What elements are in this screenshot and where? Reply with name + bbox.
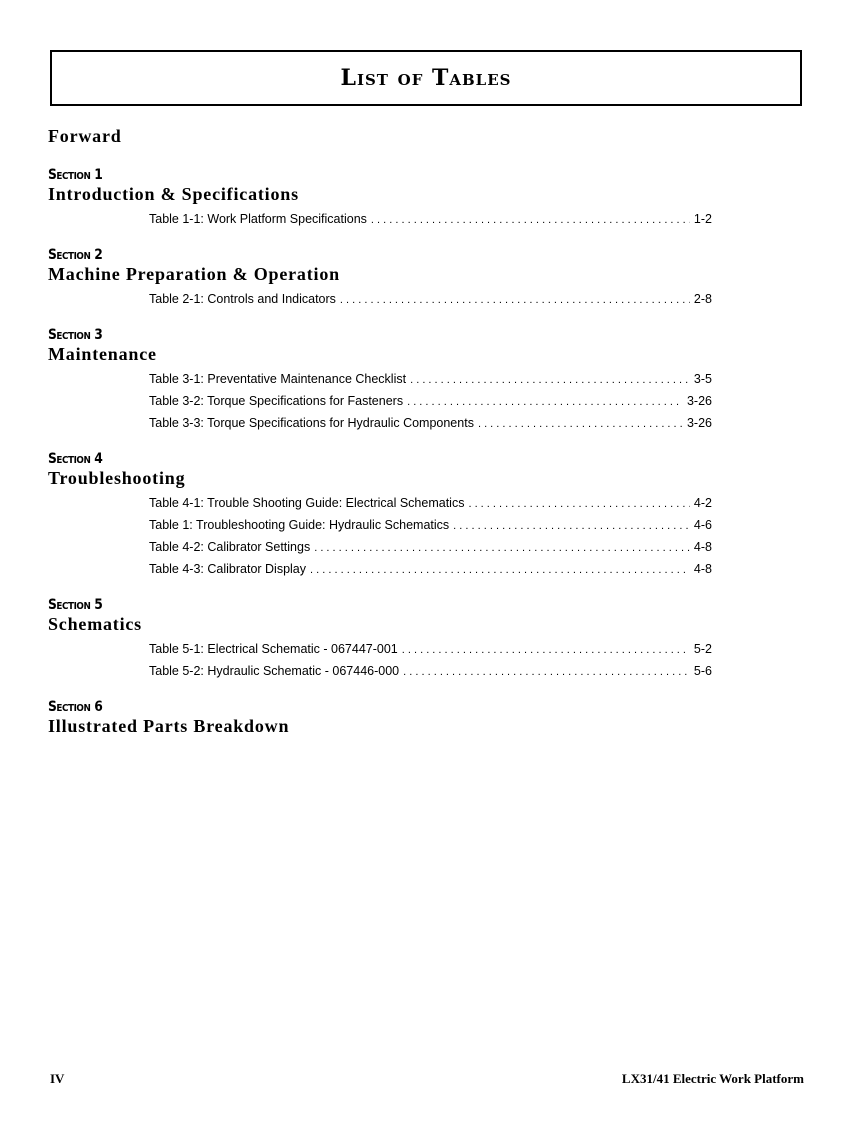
section-5 xyxy=(48,597,718,683)
toc-entry[interactable] xyxy=(149,537,712,559)
dot-leader xyxy=(340,290,690,311)
toc-entry[interactable] xyxy=(149,391,712,413)
section-title[interactable]: Troubleshooting xyxy=(48,468,186,488)
section-title[interactable]: Illustrated Parts Breakdown xyxy=(48,716,290,736)
toc-entry[interactable] xyxy=(149,413,712,435)
toc-entry[interactable] xyxy=(149,369,712,391)
section-label: Section 6 xyxy=(48,699,103,715)
entry-label: Table 3-2: Torque Specifications for Fasteners xyxy=(149,394,404,408)
dot-leader xyxy=(468,494,689,515)
page-number: IV xyxy=(50,1071,65,1086)
dot-leader xyxy=(314,538,690,559)
toc-entry[interactable] xyxy=(149,515,712,537)
entry-label: Table 3-1: Preventative Maintenance Checklist xyxy=(149,372,407,386)
dot-leader xyxy=(478,414,683,435)
dot-leader xyxy=(403,662,690,683)
dot-leader xyxy=(407,392,683,413)
toc-entry[interactable] xyxy=(149,661,712,683)
entry-page: 2-8 xyxy=(693,292,712,306)
dot-leader xyxy=(402,640,690,661)
section-title[interactable]: Schematics xyxy=(48,614,142,634)
toc-entry[interactable] xyxy=(149,209,712,231)
toc-entry[interactable] xyxy=(149,559,712,581)
section-label: Section 2 xyxy=(48,247,103,263)
entry-page: 3-5 xyxy=(693,372,712,386)
section-label: Section 1 xyxy=(48,167,103,183)
section-label: Section 5 xyxy=(48,597,103,613)
entry-label: Table 1: Troubleshooting Guide: Hydraulic Schematics xyxy=(149,518,450,532)
dot-leader xyxy=(410,370,690,391)
toc-entry[interactable] xyxy=(149,493,712,515)
table-of-contents xyxy=(48,125,718,753)
section-title[interactable]: Introduction & Specifications xyxy=(48,184,299,204)
document-title: LX31/41 Electric Work Platform xyxy=(621,1071,804,1086)
section-title[interactable]: Machine Preparation & Operation xyxy=(48,264,340,284)
forward-heading[interactable]: Forward xyxy=(48,126,122,146)
toc-entry[interactable] xyxy=(149,639,712,661)
entry-page: 4-8 xyxy=(693,540,712,554)
entry-label: Table 4-2: Calibrator Settings xyxy=(149,540,311,554)
toc-entry[interactable] xyxy=(149,289,712,311)
entry-label: Table 5-1: Electrical Schematic - 067447-001 xyxy=(149,642,398,656)
section-3 xyxy=(48,327,718,435)
section-2 xyxy=(48,247,718,311)
section-4 xyxy=(48,451,718,581)
entry-page: 4-8 xyxy=(693,562,712,576)
title-box xyxy=(50,50,802,106)
section-label: Section 3 xyxy=(48,327,103,343)
page-title: List of Tables xyxy=(340,65,512,91)
entry-page: 5-6 xyxy=(693,664,712,678)
entry-label: Table 5-2: Hydraulic Schematic - 067446-000 xyxy=(149,664,400,678)
entry-page: 3-26 xyxy=(686,416,712,430)
entry-page: 3-26 xyxy=(686,394,712,408)
section-1 xyxy=(48,167,718,231)
entry-label: Table 4-3: Calibrator Display xyxy=(149,562,307,576)
section-6 xyxy=(48,699,718,737)
entry-label: Table 3-3: Torque Specifications for Hydraulic Components xyxy=(149,416,474,430)
entry-page: 4-6 xyxy=(693,518,712,532)
dot-leader xyxy=(310,560,690,581)
section-label: Section 4 xyxy=(48,451,103,467)
dot-leader xyxy=(453,516,690,537)
entry-label: Table 4-1: Trouble Shooting Guide: Electrical Schematics xyxy=(149,496,465,510)
entry-page: 4-2 xyxy=(693,496,712,510)
section-title[interactable]: Maintenance xyxy=(48,344,157,364)
dot-leader xyxy=(371,210,690,231)
entry-label: Table 2-1: Controls and Indicators xyxy=(149,292,336,306)
entry-label: Table 1-1: Work Platform Specifications xyxy=(149,212,367,226)
entry-page: 1-2 xyxy=(693,212,712,226)
entry-page: 5-2 xyxy=(693,642,712,656)
